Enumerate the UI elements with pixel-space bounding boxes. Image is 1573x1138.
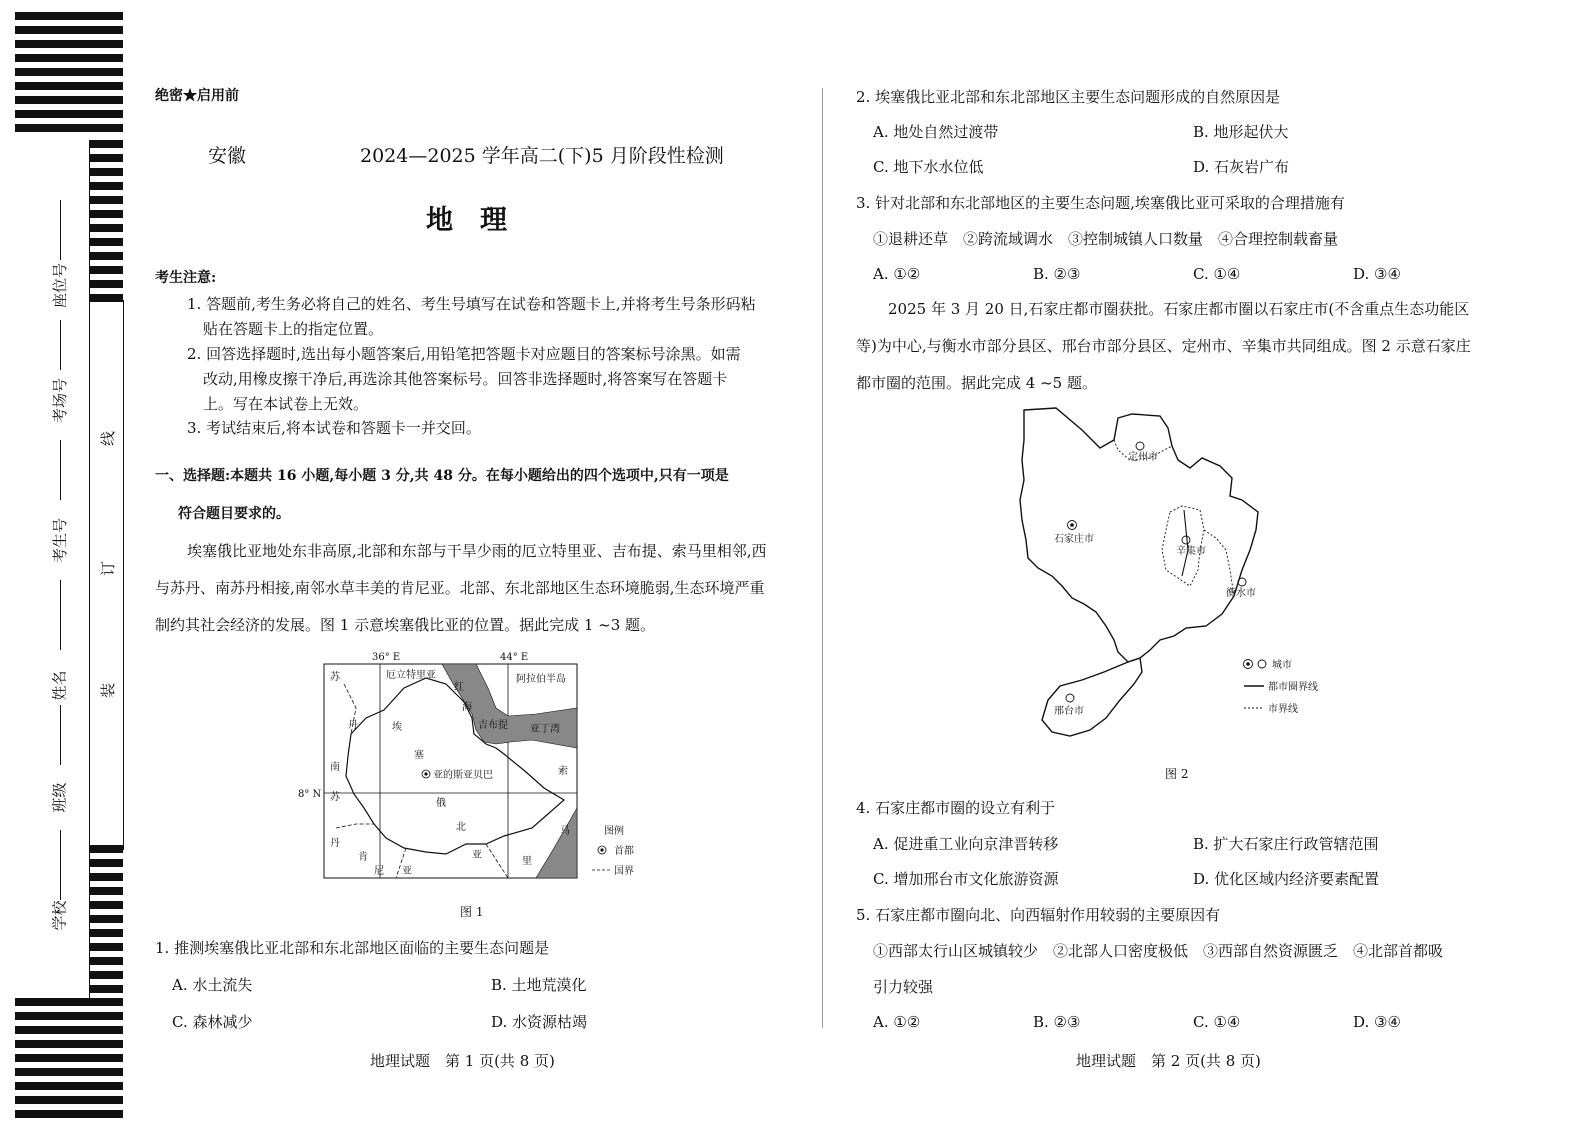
- seat-number-label: 座位号: [51, 262, 70, 309]
- map1-label-eritrea: 厄立特里亚: [386, 670, 436, 681]
- page-divider: [822, 88, 823, 1028]
- binding-ding-char: 订: [99, 560, 118, 577]
- map1-label-sai: 塞: [414, 750, 424, 761]
- map1-label-ni: 尼: [374, 866, 384, 877]
- q5-stem: 5. 石家庄都市圈向北、向西辐射作用较弱的主要原因有: [856, 906, 1221, 924]
- map1-label-ya: 亚: [472, 850, 482, 861]
- q2-option-c[interactable]: C. 地下水水位低: [873, 158, 984, 176]
- map1-label-arabia: 阿拉伯半岛: [516, 674, 566, 685]
- notice-2a: 2. 回答选择题时,选出每小题答案后,用铅笔把答题卡对应题目的答案标号涂黑。如需: [187, 345, 741, 363]
- map1-caption: 图 1: [460, 905, 484, 919]
- q2-option-b[interactable]: B. 地形起伏大: [1193, 123, 1289, 141]
- exam-title: 2024—2025 学年高二(下)5 月阶段性检测: [360, 145, 724, 167]
- q3-stem: 3. 针对北部和东北部地区的主要生态问题,埃塞俄比亚可采取的合理措施有: [856, 194, 1345, 212]
- map1-legend-border: 国界: [614, 866, 634, 877]
- passage2-line2: 等)为中心,与衡水市部分县区、邢台市部分县区、定州市、辛集市共同组成。图 2 示意石家庄: [856, 337, 1471, 355]
- q4-option-c[interactable]: C. 增加邢台市文化旅游资源: [873, 870, 1059, 888]
- exam-room-label: 考场号: [51, 377, 70, 424]
- q2-stem: 2. 埃塞俄比亚北部和东北部地区主要生态问题形成的自然原因是: [856, 88, 1281, 106]
- map1-label-djibouti: 吉布提: [478, 720, 508, 731]
- map1-lon-left: 36° E: [372, 652, 401, 663]
- subject-title: 地 理: [426, 205, 507, 236]
- binding-line-char: 线: [99, 430, 118, 447]
- map1-label-bei: 北: [456, 822, 466, 833]
- q5-choices-line2: 引力较强: [873, 978, 934, 996]
- q5-option-a[interactable]: A. ①②: [873, 1013, 921, 1031]
- map1-label-ai: 埃: [392, 722, 402, 733]
- map1-label-suo: 索: [558, 766, 568, 777]
- map1-legend-capital: 首都: [614, 846, 634, 857]
- page1-footer: 地理试题 第 1 页(共 8 页): [370, 1052, 555, 1070]
- q4-option-d[interactable]: D. 优化区域内经济要素配置: [1193, 870, 1380, 888]
- map1-lat: 8° N: [298, 789, 322, 800]
- map1-label-capital: 亚的斯亚贝巴: [433, 770, 493, 781]
- name-label: 姓名: [50, 670, 69, 701]
- q1-option-d[interactable]: D. 水资源枯竭: [491, 1013, 588, 1031]
- map2-legend-city: 城市: [1272, 660, 1292, 671]
- ethiopia-map: [296, 648, 646, 884]
- notice-1a: 1. 答题前,考生务必将自己的姓名、考生号填写在试卷和答题卡上,并将考生号条形码粘: [187, 295, 756, 313]
- map1-label-dan2: 丹: [330, 838, 340, 849]
- q1-option-b[interactable]: B. 土地荒漠化: [491, 976, 587, 994]
- q5-option-c[interactable]: C. ①④: [1193, 1013, 1241, 1031]
- passage-line2: 与苏丹、南苏丹相接,南邻水草丰美的肯尼亚。北部、东北部地区生态环境脆弱,生态环境严重: [155, 579, 765, 597]
- q1-option-a[interactable]: A. 水土流失: [172, 976, 253, 994]
- map2-label-shijiazhuang: 石家庄市: [1054, 534, 1094, 545]
- notice-3: 3. 考试结束后,将本试卷和答题卡一并交回。: [187, 419, 481, 437]
- map1-label-hai: 海: [462, 702, 472, 713]
- map1-label-li: 里: [522, 856, 532, 867]
- notice-2b: 改动,用橡皮擦干净后,再选涂其他答案标号。回答非选择题时,将答案写在答题卡: [203, 370, 728, 388]
- map2-caption: 图 2: [1165, 767, 1189, 781]
- page2-footer: 地理试题 第 2 页(共 8 页): [1076, 1052, 1261, 1070]
- map2-label-dingzhou: 定州市: [1128, 452, 1158, 463]
- map2-label-xinji: 辛集市: [1176, 546, 1206, 557]
- q5-option-b[interactable]: B. ②③: [1033, 1013, 1081, 1031]
- map2-legend-boundary: 都市圈界线: [1268, 682, 1318, 693]
- map2-label-xingtai: 邢台市: [1054, 706, 1084, 717]
- map1-label-su2: 苏: [330, 792, 340, 803]
- q3-option-d[interactable]: D. ③④: [1353, 265, 1401, 283]
- passage2-line3: 都市圈的范围。据此完成 4 ~5 题。: [856, 374, 1097, 392]
- map1-label-ya2: 亚: [402, 866, 412, 877]
- map1-lon-right: 44° E: [500, 652, 529, 663]
- candidate-number-label: 考生号: [51, 517, 70, 564]
- class-label: 班级: [50, 782, 69, 813]
- q3-option-a[interactable]: A. ①②: [873, 265, 921, 283]
- q5-choices-line1: ①西部太行山区城镇较少 ②北部人口密度极低 ③西部自然资源匮乏 ④北部首都吸: [873, 942, 1444, 960]
- map2-legend-cityline: 市界线: [1268, 704, 1298, 715]
- map1-label-aden: 亚丁湾: [530, 724, 560, 735]
- map1-label-ken: 肯: [358, 852, 368, 863]
- q1-option-c[interactable]: C. 森林减少: [172, 1013, 253, 1031]
- section-title-line1: 一、选择题:本题共 16 小题,每小题 3 分,共 48 分。在每小题给出的四个选项中,只有一项是: [155, 468, 729, 484]
- map2-label-hengshui: 衡水市: [1226, 588, 1256, 599]
- q3-option-b[interactable]: B. ②③: [1033, 265, 1081, 283]
- shijiazhuang-map: [1010, 400, 1340, 750]
- map1-label-su1: 苏: [330, 672, 340, 683]
- q4-option-b[interactable]: B. 扩大石家庄行政管辖范围: [1193, 835, 1379, 853]
- passage-line3: 制约其社会经济的发展。图 1 示意埃塞俄比亚的位置。据此完成 1 ~3 题。: [155, 616, 656, 634]
- exam-region: 安徽: [208, 145, 247, 167]
- q5-option-d[interactable]: D. ③④: [1353, 1013, 1401, 1031]
- map1-label-ma: 马: [560, 826, 570, 837]
- q3-choices: ①退耕还草 ②跨流域调水 ③控制城镇人口数量 ④合理控制载畜量: [873, 230, 1339, 248]
- notice-1b: 贴在答题卡上的指定位置。: [203, 320, 384, 338]
- map1-label-e: 俄: [436, 798, 446, 809]
- passage-line1: 埃塞俄比亚地处东非高原,北部和东部与干旱少雨的厄立特里亚、吉布提、索马里相邻,西: [187, 542, 767, 560]
- q4-stem: 4. 石家庄都市圈的设立有利于: [856, 799, 1056, 817]
- q1-stem: 1. 推测埃塞俄比亚北部和东北部地区面临的主要生态问题是: [155, 939, 550, 957]
- q2-option-d[interactable]: D. 石灰岩广布: [1193, 158, 1290, 176]
- notice-2c: 上。写在本试卷上无效。: [203, 395, 369, 413]
- q4-option-a[interactable]: A. 促进重工业向京津晋转移: [873, 835, 1059, 853]
- map1-label-hong: 红: [454, 682, 464, 693]
- section-title-line2: 符合题目要求的。: [178, 506, 290, 522]
- passage2-line1: 2025 年 3 月 20 日,石家庄都市圈获批。石家庄都市圈以石家庄市(不含重点生态功能区: [888, 300, 1470, 318]
- binding-zhuang-char: 装: [99, 682, 118, 699]
- q3-option-c[interactable]: C. ①④: [1193, 265, 1241, 283]
- map1-legend-title: 图例: [604, 826, 624, 837]
- notice-heading: 考生注意:: [155, 270, 217, 286]
- q2-option-a[interactable]: A. 地处自然过渡带: [873, 123, 999, 141]
- school-label: 学校: [50, 900, 69, 931]
- secret-mark: 绝密★启用前: [155, 88, 239, 104]
- map1-label-nan: 南: [330, 762, 340, 773]
- map1-label-dan: 丹: [348, 720, 358, 731]
